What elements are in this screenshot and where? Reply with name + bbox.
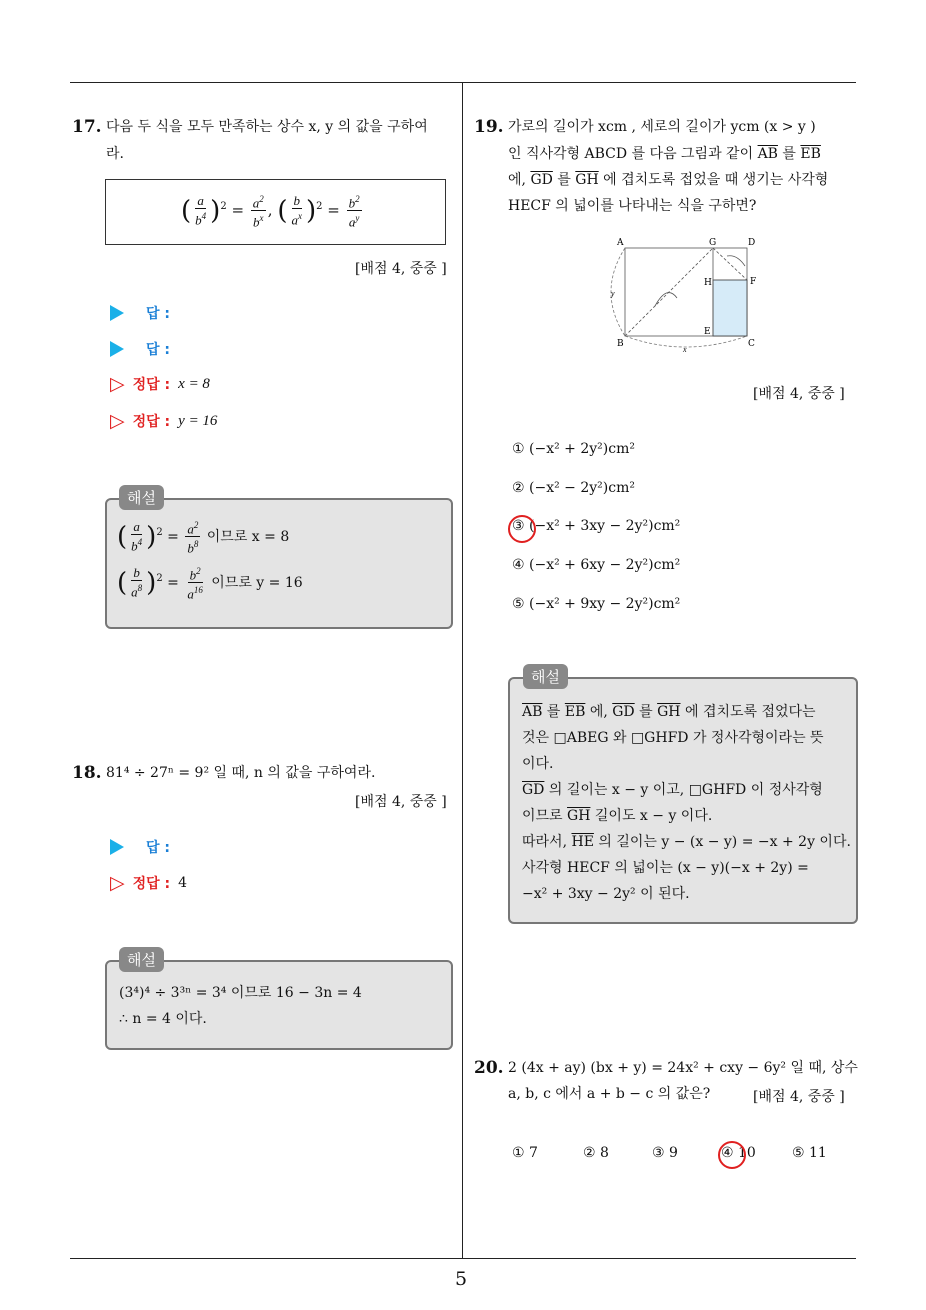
q17-answer-row-2[interactable] [110, 339, 170, 359]
correct-label: 정답 : [132, 414, 171, 430]
label-a: A [617, 238, 624, 248]
fold-arrow-2 [727, 256, 745, 266]
q20-choice-5[interactable]: ⑤ 11 [792, 1145, 827, 1161]
q20-number: 20. [474, 1058, 504, 1078]
page-number: 5 [455, 1268, 468, 1290]
column-divider [462, 83, 463, 1259]
q19-line1: 가로의 길이가 xcm , 세로의 길이가 ycm (x > y ) [508, 119, 816, 135]
q18-solution-line1: (3⁴)⁴ ÷ 3³ⁿ = 3⁴ 이므로 16 − 3n = 4 [119, 985, 362, 1001]
answer-label: 답 : [146, 840, 170, 856]
q19-sol-line8: −x² + 3xy − 2y² 이 된다. [522, 886, 690, 902]
q20-selected-mark [718, 1141, 746, 1169]
diagonal-bg [625, 248, 713, 336]
label-e: E [704, 327, 711, 337]
q19-number: 19. [474, 117, 504, 137]
correct-label: 정답 : [132, 876, 171, 892]
q17-correct-value-2: y = 16 [178, 412, 218, 429]
q17-rubric: [배점 4, 중중 ] [355, 261, 447, 277]
q20-choice-4[interactable]: ④ 10 [721, 1145, 756, 1161]
q17-number: 17. [72, 117, 102, 137]
q20-line2: a, b, c 에서 a + b − c 의 값은? [508, 1086, 711, 1102]
q17-equation: ( $\frac{a}{b^4}$ )$^2$ = $\frac{a^2}{b^x}$ , ( $\frac{b}{a^x}$ )$^2$ = $\frac{b^2}{a^y}$ [181, 193, 360, 230]
q17-line2: 라. [106, 146, 124, 162]
shaded-hecf [713, 280, 747, 336]
q17-answer-row-1[interactable] [110, 303, 170, 323]
q18-solution-tag: 해설 [119, 947, 164, 972]
triangle-outline-icon: ▷ [110, 372, 125, 395]
q19-sol-line1: $\overline{AB}$ 를 $\overline{EB}$ 에, $\overline{GD}$ 를 $\overline{GH}$ 에 겹치도록 접었다는 [522, 704, 816, 720]
q19-line2: 인 직사각형 ABCD 를 다음 그림과 같이 $\overline{AB}$ 를 $\overline{EB}$ [508, 146, 821, 162]
diagonal-gf [713, 248, 747, 280]
q19-selected-mark [508, 515, 536, 543]
q20-line1: 2 (4x + ay) (bx + y) = 24x² + cxy − 6y² 일 때, 상수 [508, 1060, 858, 1076]
q19-sol-line3: 이다. [522, 756, 554, 772]
q18-text: 81⁴ ÷ 27ⁿ = 9² 일 때, n 의 값을 구하여라. [106, 765, 376, 781]
q19-solution-tag: 해설 [523, 664, 568, 689]
label-c: C [748, 339, 755, 349]
q19-sol-line2: 것은 □ABEG 와 □GHFD 가 정사각형이라는 뜻 [522, 730, 824, 746]
q17-solution-line1: ( $\frac{a}{b^4}$ )$^2$ = $\frac{a^2}{b^8}$ 이므로 x = 8 [117, 519, 290, 556]
top-rule [70, 82, 856, 83]
bottom-rule [70, 1258, 856, 1259]
q18-correct-value: 4 [178, 875, 188, 891]
triangle-outline-icon: ▷ [110, 871, 125, 894]
label-b: B [617, 339, 624, 349]
label-h: H [704, 278, 712, 288]
q19-sol-line5: 이므로 $\overline{GH}$ 길이도 x − y 이다. [522, 808, 713, 824]
q18-answer-row[interactable] [110, 837, 170, 857]
play-triangle-icon [110, 305, 124, 321]
q20-choice-3[interactable]: ③ 9 [652, 1145, 678, 1161]
q17-correct-row-2 [110, 411, 217, 431]
q19-line3: 에, $\overline{GD}$ 를 $\overline{GH}$ 에 겹치도록 접었을 때 생기는 사각형 [508, 172, 829, 188]
label-d: D [748, 238, 756, 248]
q17-solution-box [105, 498, 453, 629]
label-y: y [611, 289, 615, 298]
q19-choice-4[interactable]: ④ (−x² + 6xy − 2y²)cm² [512, 557, 681, 573]
q20-choice-2[interactable]: ② 8 [583, 1145, 609, 1161]
q18-solution-box [105, 960, 453, 1050]
q17-solution-line2: ( $\frac{b}{a^8}$ )$^2$ = $\frac{b^2}{a^{16}}$ 이므로 y = 16 [117, 565, 303, 602]
correct-label: 정답 : [132, 377, 171, 393]
q20-rubric: [배점 4, 중중 ] [753, 1089, 845, 1105]
label-g: G [709, 238, 717, 248]
triangle-outline-icon: ▷ [110, 409, 125, 432]
q18-number: 18. [72, 763, 102, 783]
q19-solution-box [508, 677, 858, 924]
q18-solution-line2: ∴ n = 4 이다. [119, 1011, 207, 1027]
q17-solution-tag: 해설 [119, 485, 164, 510]
play-triangle-icon [110, 839, 124, 855]
q18-rubric: [배점 4, 중중 ] [355, 794, 447, 810]
answer-label: 답 : [146, 306, 170, 322]
q19-choice-2[interactable]: ② (−x² − 2y²)cm² [512, 480, 635, 496]
label-x: x [683, 345, 687, 354]
q19-choice-3[interactable]: ③ (−x² + 3xy − 2y²)cm² [512, 518, 681, 534]
label-f: F [750, 277, 757, 287]
q19-choice-5[interactable]: ⑤ (−x² + 9xy − 2y²)cm² [512, 596, 681, 612]
q19-line4: HECF 의 넓이를 나타내는 식을 구하면? [508, 198, 757, 214]
answer-label: 답 : [146, 342, 170, 358]
q17-line1: 다음 두 식을 모두 만족하는 상수 x, y 의 값을 구하여 [106, 119, 428, 135]
q19-sol-line4: $\overline{GD}$ 의 길이는 x − y 이고, □GHFD 이 정사각형 [522, 782, 823, 798]
fold-arrow-1 [655, 293, 677, 306]
q19-sol-line7: 사각형 HECF 의 넓이는 (x − y)(−x + 2y) = [522, 860, 809, 876]
q18-correct-row [110, 873, 187, 893]
q17-correct-row-1 [110, 374, 210, 394]
q20-choice-1[interactable]: ① 7 [512, 1145, 538, 1161]
q17-correct-value-1: x = 8 [178, 375, 210, 392]
q17-equation-box [105, 179, 446, 245]
play-triangle-icon [110, 341, 124, 357]
q19-rubric: [배점 4, 중중 ] [753, 386, 845, 402]
q19-rectangle-figure [605, 232, 765, 356]
q19-sol-line6: 따라서, $\overline{HE}$ 의 길이는 y − (x − y) = −x + 2y 이다. [522, 834, 851, 850]
q19-choice-1[interactable]: ① (−x² + 2y²)cm² [512, 441, 635, 457]
